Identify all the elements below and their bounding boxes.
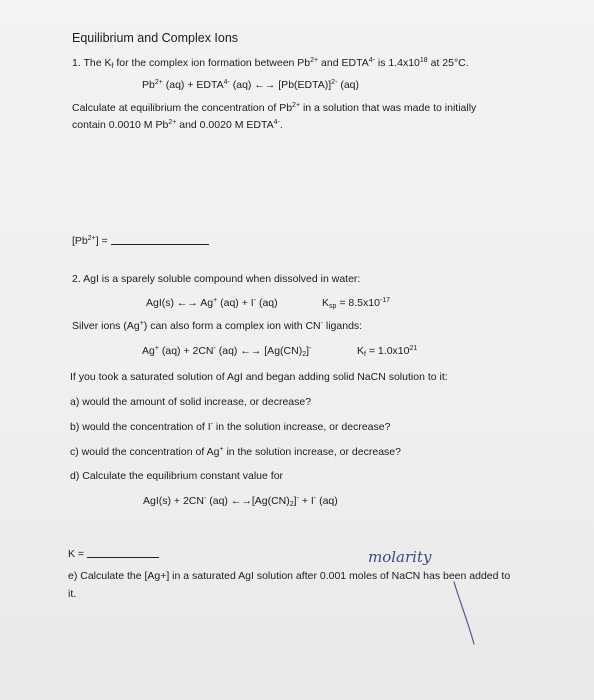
q2-overall-equation: AgI(s) + 2CN- (aq) $\leftarrow\to[Ag(CN)_2]^- + I^-$ (aq) <box>143 495 338 508</box>
q2-part-d: d) Calculate the equilibrium constant value for <box>70 470 284 482</box>
q2-part-c: c) would the concentration of Ag+ in the solution increase, or decrease? <box>70 446 401 458</box>
q1-statement: 1. The $K_f$ for the complex ion formation between $Pb^{2+}$ and $EDTA^{4-}$ is $1.4x10^{18}$ at 25°C. <box>72 57 469 70</box>
q2-part-b: b) would the concentration of I- in the solution increase, or decrease? <box>70 421 391 433</box>
q2-silver-ions: Silver ions (Ag+) can also form a complex ion with CN- ligands: <box>72 320 363 332</box>
q2-dissolution-equation: AgI(s) ←→ Ag+ (aq) + I- (aq) <box>146 297 278 309</box>
q2-part-a: a) would the amount of solid increase, or decrease? <box>70 396 312 408</box>
q2-part-e-line2: it. <box>68 588 77 600</box>
q1-equation: $Pb^{2+}$ $(aq) + EDTA^{4-}$ (aq) ←→ [Pb(EDTA)]$^{2-}$ (aq) <box>142 79 359 91</box>
pen-stroke-mark <box>450 580 480 650</box>
q1-answer-blank[interactable] <box>111 234 209 245</box>
q2-complex-equation: Ag+ (aq) + 2CN- (aq) ←→ $[Ag(CN)_2]^-$ <box>142 345 312 358</box>
worksheet-title: Equilibrium and Complex Ions <box>72 31 239 45</box>
q2-kf: $K_f = 1.0x10^{21}$ <box>357 345 418 358</box>
q1-calc-line2: contain 0.0010 M $Pb^{2+}$ and 0.0020 M $EDTA^{4-}$. <box>72 119 283 131</box>
handwritten-note: molarity <box>368 548 432 566</box>
q2-part-e-line1: e) Calculate the [Ag+] in a saturated AgI solution after 0.001 moles of NaCN has been added to <box>68 570 511 582</box>
q1-calc-line1: Calculate at equilibrium the concentration of $Pb^{2+}$ in a solution that was made to initially <box>72 102 477 114</box>
q2-k-answer-blank[interactable] <box>87 547 159 558</box>
q2-k-answer-line: K = <box>68 547 159 561</box>
q2-intro: 2. AgI is a sparely soluble compound when dissolved in water: <box>72 273 361 285</box>
q1-answer-line: $[Pb^{2+}]$ = <box>72 234 209 248</box>
q2-ksp: $K_{sp} = 8.5x10^{-17}$ <box>322 297 391 310</box>
q2-scenario: If you took a saturated solution of AgI and began adding solid NaCN solution to it: <box>70 371 448 383</box>
